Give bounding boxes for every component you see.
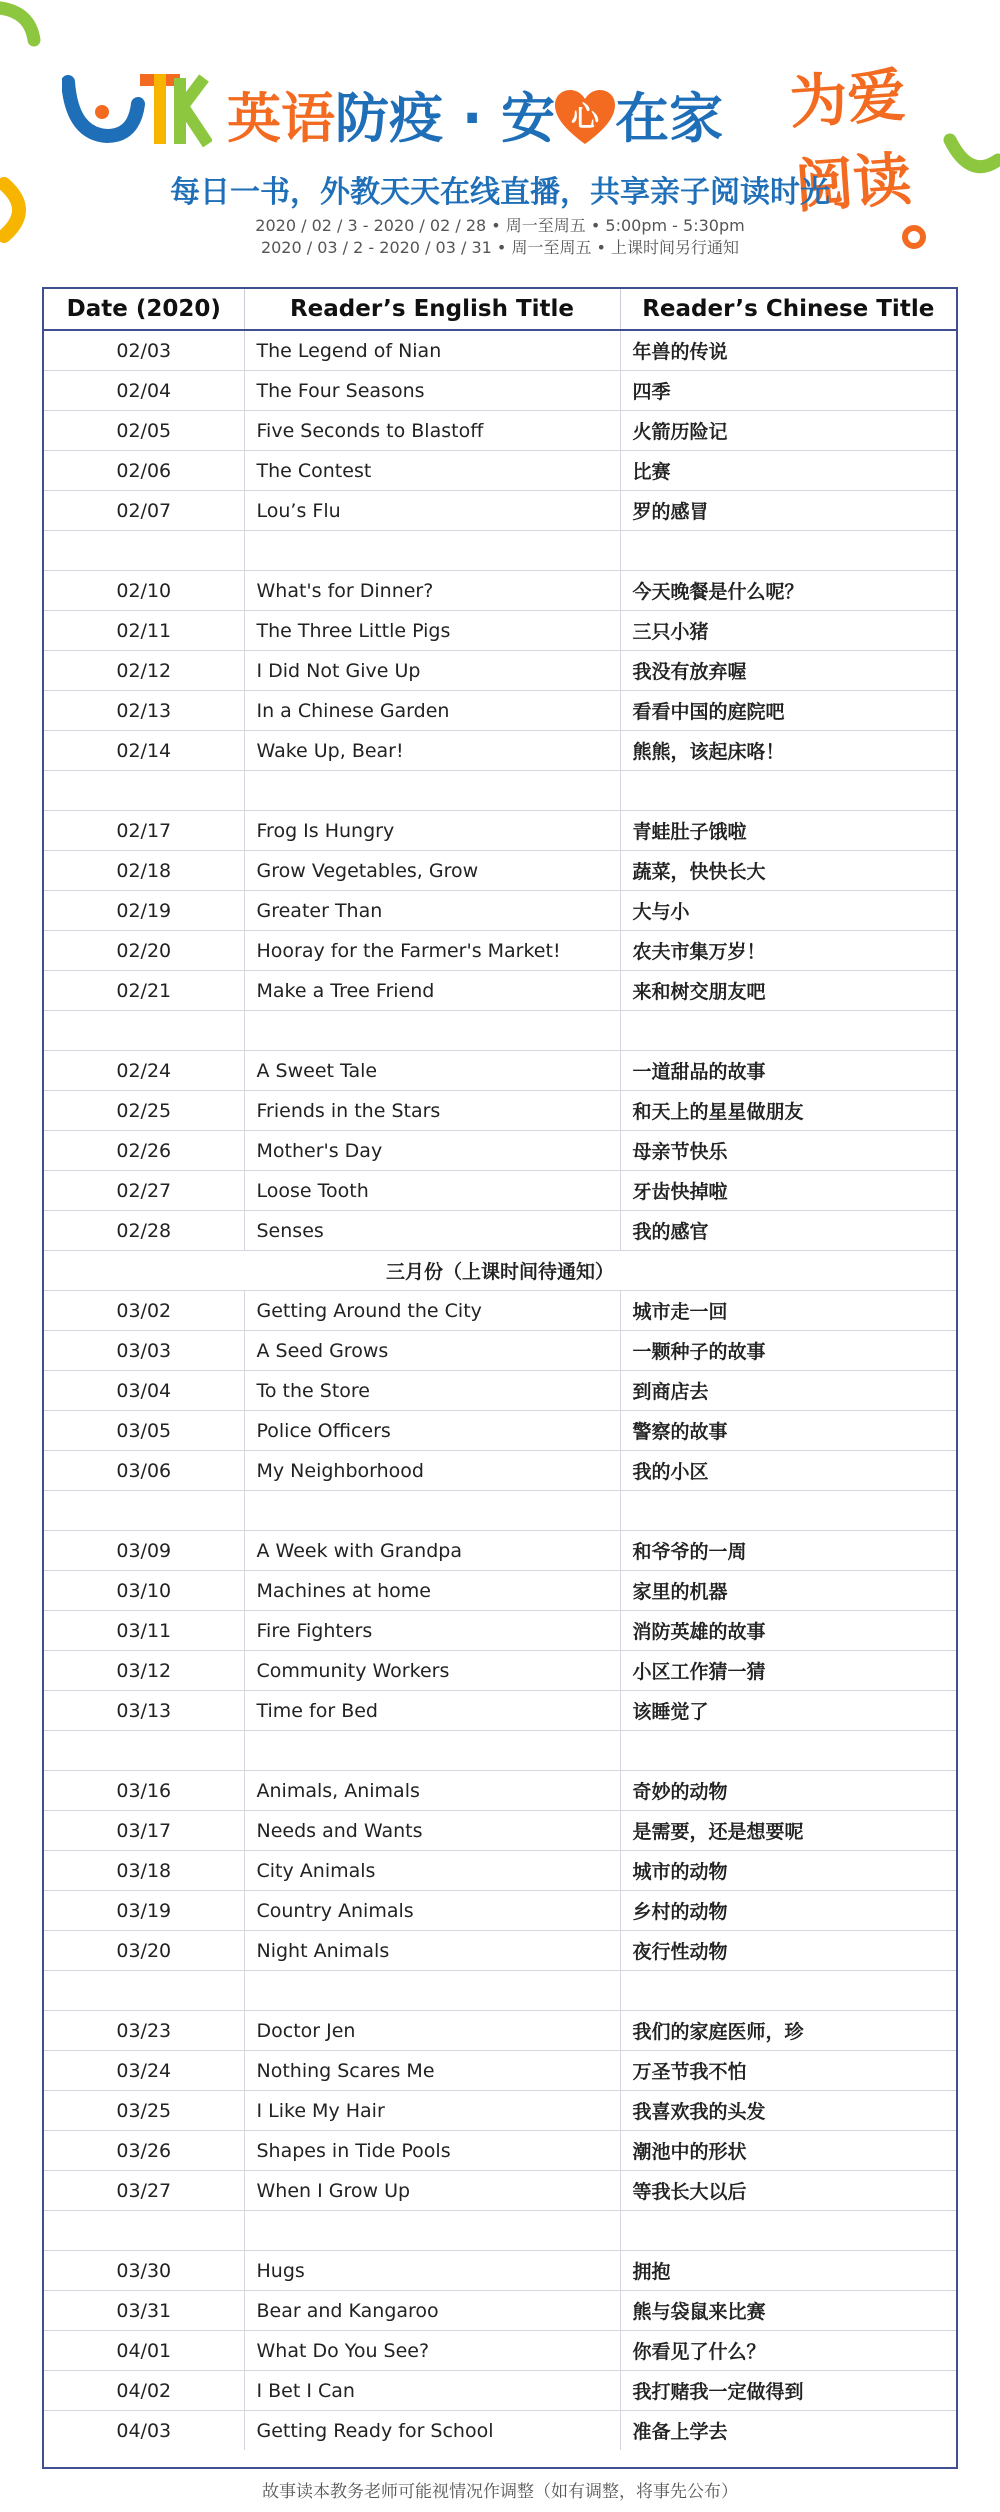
table-row (44, 330, 956, 371)
table-row (44, 1171, 956, 1211)
column-header-english-title: Reader’s English Title (244, 289, 620, 330)
table-row (44, 1851, 956, 1891)
english-title-cell: Lou’s Flu (244, 491, 620, 531)
table-row (44, 611, 956, 651)
heart-char: 心 (571, 100, 600, 134)
english-title-cell: Time for Bed (244, 1691, 620, 1731)
chinese-title-cell: 是需要，还是想要呢 (620, 1811, 956, 1851)
english-title-cell: What Do You See? (244, 2331, 620, 2371)
table-row (44, 1811, 956, 1851)
chinese-title-cell: 你看见了什么？ (620, 2331, 956, 2371)
chinese-title-cell: 乡村的动物 (620, 1891, 956, 1931)
english-title-cell: To the Store (244, 1371, 620, 1411)
chinese-title-cell: 城市的动物 (620, 1851, 956, 1891)
table-row (44, 2371, 956, 2411)
title-part-english: 英语 (227, 87, 335, 150)
chinese-title-cell: 熊熊，该起床咯！ (620, 731, 956, 771)
english-title-cell (244, 1491, 620, 1531)
date-cell: 03/02 (44, 1291, 244, 1331)
table-row (44, 931, 956, 971)
date-cell: 03/18 (44, 1851, 244, 1891)
english-title-cell: Needs and Wants (244, 1811, 620, 1851)
date-cell: 03/06 (44, 1451, 244, 1491)
english-title-cell: Frog Is Hungry (244, 811, 620, 851)
chinese-title-cell: 火箭历险记 (620, 411, 956, 451)
date-cell: 03/12 (44, 1651, 244, 1691)
table-row (44, 2251, 956, 2291)
table-row (44, 1891, 956, 1931)
chinese-title-cell: 等我长大以后 (620, 2171, 956, 2211)
chinese-title-cell: 我没有放弃喔 (620, 651, 956, 691)
english-title-cell: Senses (244, 1211, 620, 1251)
table-row (44, 2011, 956, 2051)
english-title-cell: Five Seconds to Blastoff (244, 411, 620, 451)
spacer-row (44, 531, 956, 571)
english-title-cell: A Seed Grows (244, 1331, 620, 1371)
spacer-row (44, 1491, 956, 1531)
table-row (44, 1931, 956, 1971)
date-cell: 03/03 (44, 1331, 244, 1371)
date-cell (44, 1971, 244, 2011)
table-row (44, 1371, 956, 1411)
table-row (44, 451, 956, 491)
table-row (44, 2291, 956, 2331)
english-title-cell: What's for Dinner? (244, 571, 620, 611)
title-part-safe: 安 (501, 87, 556, 150)
table-row (44, 1091, 956, 1131)
chinese-title-cell: 到商店去 (620, 1371, 956, 1411)
english-title-cell: I Did Not Give Up (244, 651, 620, 691)
date-cell: 02/07 (44, 491, 244, 531)
date-cell: 02/13 (44, 691, 244, 731)
chinese-title-cell: 我的感官 (620, 1211, 956, 1251)
english-title-cell: Make a Tree Friend (244, 971, 620, 1011)
chinese-title-cell: 比赛 (620, 451, 956, 491)
date-cell: 02/19 (44, 891, 244, 931)
date-cell: 03/05 (44, 1411, 244, 1451)
spacer-row (44, 771, 956, 811)
date-cell: 02/10 (44, 571, 244, 611)
chinese-title-cell: 牙齿快掉啦 (620, 1171, 956, 1211)
spacer-row (44, 1731, 956, 1771)
chinese-title-cell: 我的小区 (620, 1451, 956, 1491)
english-title-cell: My Neighborhood (244, 1451, 620, 1491)
chinese-title-cell: 和天上的星星做朋友 (620, 1091, 956, 1131)
table-row (44, 2411, 956, 2451)
chinese-title-cell: 四季 (620, 371, 956, 411)
english-title-cell: Hugs (244, 2251, 620, 2291)
chinese-title-cell: 母亲节快乐 (620, 1131, 956, 1171)
date-cell: 02/06 (44, 451, 244, 491)
title-dot: · (461, 87, 483, 150)
date-cell: 03/04 (44, 1371, 244, 1411)
table-row (44, 1331, 956, 1371)
date-cell: 04/03 (44, 2411, 244, 2451)
english-title-cell (244, 1011, 620, 1051)
date-cell (44, 1491, 244, 1531)
date-cell (44, 1731, 244, 1771)
table-row (44, 891, 956, 931)
english-title-cell: Hooray for the Farmer's Market! (244, 931, 620, 971)
english-title-cell: Police Officers (244, 1411, 620, 1451)
month-divider-row (44, 1251, 956, 1291)
date-cell: 02/28 (44, 1211, 244, 1251)
english-title-cell: Wake Up, Bear! (244, 731, 620, 771)
table-row (44, 1211, 956, 1251)
chinese-title-cell: 看看中国的庭院吧 (620, 691, 956, 731)
date-cell: 03/24 (44, 2051, 244, 2091)
table-header-row (44, 289, 956, 330)
chinese-title-cell: 来和树交朋友吧 (620, 971, 956, 1011)
chinese-title-cell: 我们的家庭医师，珍 (620, 2011, 956, 2051)
chinese-title-cell: 熊与袋鼠来比赛 (620, 2291, 956, 2331)
spacer-row (44, 1971, 956, 2011)
english-title-cell: Bear and Kangaroo (244, 2291, 620, 2331)
english-title-cell: The Four Seasons (244, 371, 620, 411)
subtitle: 每日一书，外教天天在线直播，共享亲子阅读时光 (170, 175, 830, 210)
chinese-title-cell: 消防英雄的故事 (620, 1611, 956, 1651)
date-cell: 03/13 (44, 1691, 244, 1731)
table-row (44, 1651, 956, 1691)
date-cell: 03/30 (44, 2251, 244, 2291)
table-row (44, 811, 956, 851)
reading-schedule-table (42, 287, 958, 2469)
date-cell: 03/09 (44, 1531, 244, 1571)
chinese-title-cell: 三只小猪 (620, 611, 956, 651)
date-cell (44, 771, 244, 811)
chinese-title-cell: 该睡觉了 (620, 1691, 956, 1731)
table-row (44, 2091, 956, 2131)
chinese-title-cell: 拥抱 (620, 2251, 956, 2291)
chinese-title-cell: 蔬菜，快快长大 (620, 851, 956, 891)
main-title (227, 76, 723, 153)
date-cell: 03/16 (44, 1771, 244, 1811)
english-title-cell: Fire Fighters (244, 1611, 620, 1651)
table-row (44, 2051, 956, 2091)
chinese-title-cell: 城市走一回 (620, 1291, 956, 1331)
english-title-cell: I Bet I Can (244, 2371, 620, 2411)
chinese-title-cell: 家里的机器 (620, 1571, 956, 1611)
table-row (44, 1451, 956, 1491)
english-title-cell: When I Grow Up (244, 2171, 620, 2211)
love-reading-lettering: 为爱阅读 (787, 61, 914, 221)
table-row (44, 691, 956, 731)
chinese-title-cell (620, 531, 956, 571)
date-cell: 02/24 (44, 1051, 244, 1091)
english-title-cell (244, 1971, 620, 2011)
footer-note: 故事读本教务老师可能视情况作调整（如有调整，将事先公布） (262, 2482, 738, 2502)
table-row (44, 571, 956, 611)
date-cell: 03/19 (44, 1891, 244, 1931)
column-header-chinese-title: Reader’s Chinese Title (620, 289, 956, 330)
month-label: 三月份（上课时间待通知） (44, 1251, 956, 1291)
date-cell (44, 2211, 244, 2251)
date-cell (44, 531, 244, 571)
table-row (44, 1411, 956, 1451)
date-cell: 02/27 (44, 1171, 244, 1211)
chinese-title-cell: 青蛙肚子饿啦 (620, 811, 956, 851)
chinese-title-cell: 和爷爷的一周 (620, 1531, 956, 1571)
chinese-title-cell: 我喜欢我的头发 (620, 2091, 956, 2131)
table-row (44, 2331, 956, 2371)
table-row (44, 1531, 956, 1571)
date-cell: 03/11 (44, 1611, 244, 1651)
english-title-cell: Getting Around the City (244, 1291, 620, 1331)
chinese-title-cell (620, 1731, 956, 1771)
english-title-cell: Night Animals (244, 1931, 620, 1971)
date-cell: 02/18 (44, 851, 244, 891)
tk-logo-icon (62, 64, 212, 154)
chinese-title-cell: 潮池中的形状 (620, 2131, 956, 2171)
english-title-cell: Nothing Scares Me (244, 2051, 620, 2091)
table-row (44, 411, 956, 451)
table-row (44, 371, 956, 411)
column-header-date: Date (2020) (44, 289, 244, 330)
english-title-cell: Doctor Jen (244, 2011, 620, 2051)
date-cell: 02/21 (44, 971, 244, 1011)
spacer-row (44, 1011, 956, 1051)
table-row (44, 2131, 956, 2171)
date-cell: 02/11 (44, 611, 244, 651)
table-row (44, 1611, 956, 1651)
table-row (44, 1691, 956, 1731)
chinese-title-cell: 奇妙的动物 (620, 1771, 956, 1811)
english-title-cell: Machines at home (244, 1571, 620, 1611)
english-title-cell: A Sweet Tale (244, 1051, 620, 1091)
chinese-title-cell: 我打赌我一定做得到 (620, 2371, 956, 2411)
date-cell: 02/04 (44, 371, 244, 411)
chinese-title-cell: 罗的感冒 (620, 491, 956, 531)
chinese-title-cell (620, 1491, 956, 1531)
date-cell: 02/17 (44, 811, 244, 851)
date-cell: 02/25 (44, 1091, 244, 1131)
english-title-cell: Getting Ready for School (244, 2411, 620, 2451)
date-cell: 02/14 (44, 731, 244, 771)
chinese-title-cell: 一道甜品的故事 (620, 1051, 956, 1091)
english-title-cell (244, 771, 620, 811)
table-row (44, 491, 956, 531)
date-cell: 03/17 (44, 1811, 244, 1851)
schedule-line-mar: 2020 / 03 / 2 - 2020 / 03 / 31 • 周一至周五 • 上课时间另行通知 (260, 238, 740, 257)
date-cell: 03/10 (44, 1571, 244, 1611)
english-title-cell: Loose Tooth (244, 1171, 620, 1211)
english-title-cell: A Week with Grandpa (244, 1531, 620, 1571)
table-row (44, 1051, 956, 1091)
table-row (44, 731, 956, 771)
english-title-cell: The Contest (244, 451, 620, 491)
english-title-cell: Friends in the Stars (244, 1091, 620, 1131)
chinese-title-cell: 准备上学去 (632, 2421, 728, 2443)
english-title-cell: The Legend of Nian (244, 330, 620, 371)
chinese-title-cell (620, 1011, 956, 1051)
english-title-cell: I Like My Hair (244, 2091, 620, 2131)
chinese-title-cell: 警察的故事 (620, 1411, 956, 1451)
chinese-title-cell: 大与小 (620, 891, 956, 931)
chinese-title-cell: 今天晚餐是什么呢？ (620, 571, 956, 611)
schedule-line-feb: 2020 / 02 / 3 - 2020 / 02 / 28 • 周一至周五 • 5:00pm - 5:30pm (255, 216, 745, 235)
title-part-home: 在家 (615, 87, 724, 150)
english-title-cell: Greater Than (244, 891, 620, 931)
chinese-title-cell (620, 2211, 956, 2251)
date-cell: 02/20 (44, 931, 244, 971)
english-title-cell (244, 2211, 620, 2251)
english-title-cell: Shapes in Tide Pools (244, 2131, 620, 2171)
chinese-title-cell (620, 771, 956, 811)
heart-icon (555, 90, 615, 146)
date-cell: 02/26 (44, 1131, 244, 1171)
chinese-title-cell: 农夫市集万岁！ (620, 931, 956, 971)
chinese-title-cell (620, 1971, 956, 2011)
date-cell: 03/27 (44, 2171, 244, 2211)
date-cell: 04/02 (44, 2371, 244, 2411)
english-title-cell: In a Chinese Garden (244, 691, 620, 731)
date-cell (44, 1011, 244, 1051)
table-row (44, 651, 956, 691)
table-row (44, 1131, 956, 1171)
date-cell: 02/03 (44, 330, 244, 371)
table-row (44, 2171, 956, 2211)
english-title-cell: City Animals (244, 1851, 620, 1891)
date-cell: 03/31 (44, 2291, 244, 2331)
table-row (44, 971, 956, 1011)
chinese-title-cell: 一颗种子的故事 (620, 1331, 956, 1371)
table-row (44, 1771, 956, 1811)
date-cell: 03/25 (44, 2091, 244, 2131)
date-cell: 03/20 (44, 1931, 244, 1971)
date-cell: 04/01 (44, 2331, 244, 2371)
date-cell: 03/23 (44, 2011, 244, 2051)
date-cell: 02/05 (44, 411, 244, 451)
english-title-cell: Mother's Day (244, 1131, 620, 1171)
english-title-cell (244, 1731, 620, 1771)
header (0, 0, 1000, 270)
chinese-title-cell: 年兽的传说 (620, 330, 956, 371)
date-cell: 03/26 (44, 2131, 244, 2171)
chinese-title-cell: 小区工作猜一猜 (620, 1651, 956, 1691)
table-row (44, 1571, 956, 1611)
table-row (44, 1291, 956, 1331)
english-title-cell: Country Animals (244, 1891, 620, 1931)
english-title-cell: Grow Vegetables, Grow (244, 851, 620, 891)
english-title-cell: Animals, Animals (244, 1771, 620, 1811)
chinese-title-cell: 万圣节我不怕 (620, 2051, 956, 2091)
table-row (44, 851, 956, 891)
chinese-title-cell: 夜行性动物 (620, 1931, 956, 1971)
date-cell: 02/12 (44, 651, 244, 691)
english-title-cell: Community Workers (244, 1651, 620, 1691)
english-title-cell (244, 531, 620, 571)
spacer-row (44, 2211, 956, 2251)
title-part-epidemic: 防疫 (335, 87, 443, 150)
english-title-cell: The Three Little Pigs (244, 611, 620, 651)
